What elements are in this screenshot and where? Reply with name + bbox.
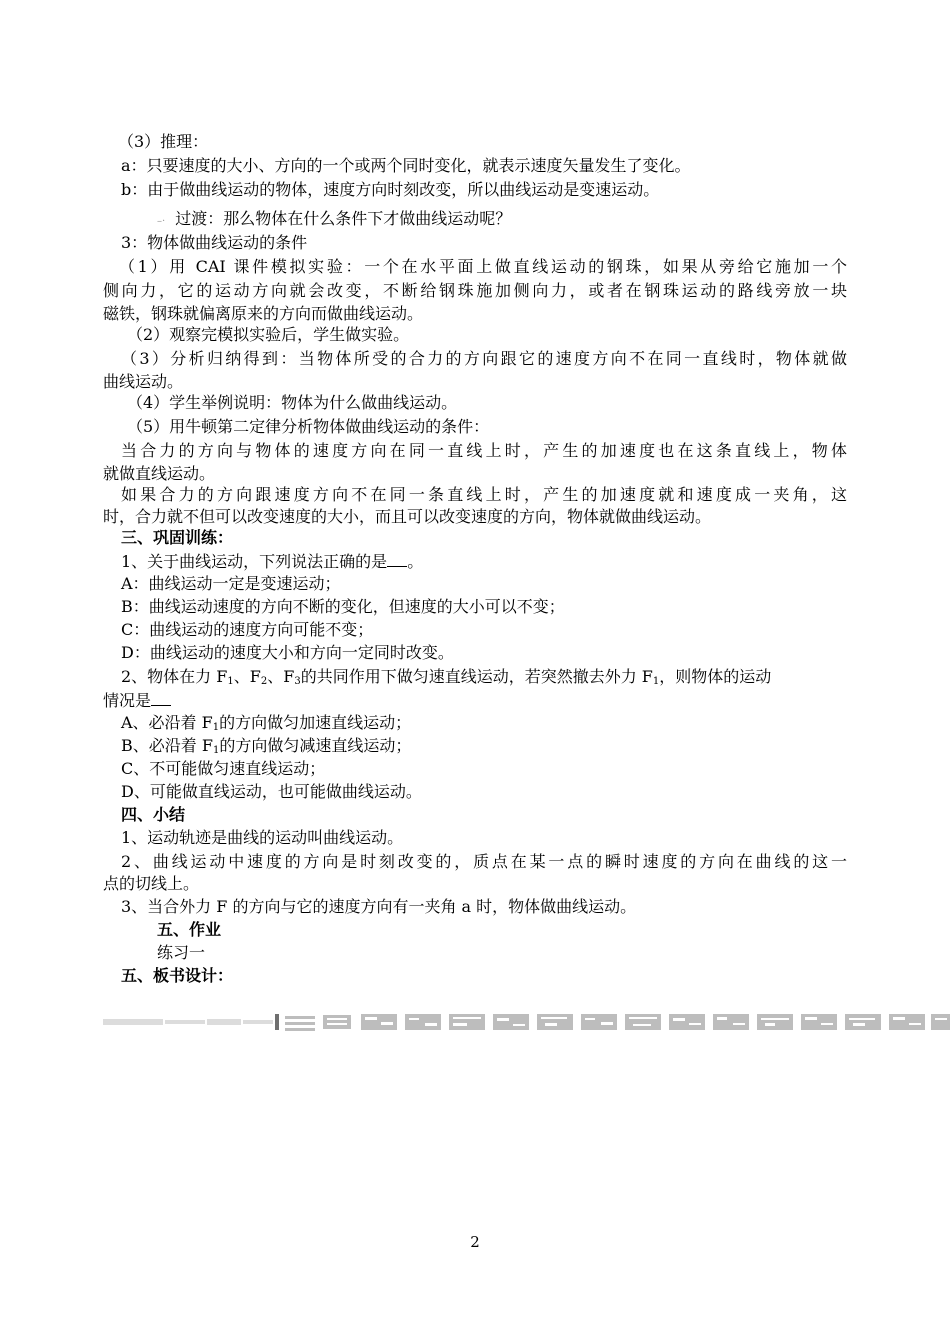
option-c: C、不可能做匀速直线运动；	[121, 759, 326, 778]
section-heading: 五、作业	[157, 920, 222, 939]
transition-text: 过渡：那么物体在什么条件下才做曲线运动呢？	[175, 209, 512, 228]
subscript: 1	[227, 676, 234, 687]
option-a	[121, 712, 411, 734]
option-d: D、可能做直线运动，也可能做曲线运动。	[121, 782, 422, 801]
q2-text: 情况是	[103, 691, 152, 710]
question-2	[121, 666, 771, 688]
text-line: a：只要速度的大小、方向的一个或两个同时变化，就表示速度矢量发生了变化。	[121, 156, 691, 175]
question-2-cont	[103, 689, 171, 712]
subscript: 1	[652, 676, 660, 687]
section-heading: 三、巩固训练：	[121, 528, 234, 547]
section-heading: 四、小结	[121, 805, 186, 824]
option-b	[121, 735, 411, 757]
option-text: A、必沿着 F	[121, 713, 213, 732]
field-mark-icon: –·	[157, 216, 166, 227]
option-c: C：曲线运动的速度方向可能不变；	[121, 620, 374, 639]
text-line	[157, 208, 511, 233]
subscript: 2	[260, 676, 268, 687]
question-end: 。	[407, 552, 424, 571]
text-line: 磁铁，钢珠就偏离原来的方向而做曲线运动。	[103, 304, 424, 323]
text-line: 如果合力的方向跟速度方向不在同一条直线上时，产生的加速度就和速度成一夹角，这	[121, 485, 847, 504]
subscript: 1	[212, 722, 220, 733]
subscript: 1	[212, 745, 220, 756]
option-d: D：曲线运动的速度大小和方向一定同时改变。	[121, 643, 454, 662]
answer-blank	[387, 550, 407, 567]
text-line: 就做直线运动。	[103, 464, 216, 483]
q2-part: 的共同作用下做匀速直线运动，若突然撤去外力 F	[300, 667, 653, 686]
summary-item-cont: 点的切线上。	[103, 874, 200, 893]
option-text: 的方向做匀加速直线运动；	[219, 713, 412, 732]
question-text: 1、关于曲线运动，下列说法正确的是	[121, 552, 388, 571]
text-line: （3）推理：	[118, 132, 209, 151]
text-line: 侧向力，它的运动方向就会改变，不断给钢珠施加侧向力，或者在钢珠运动的路线旁放一块	[103, 281, 847, 300]
text-line: 当合力的方向与物体的速度方向在同一直线上时，产生的加速度也在这条直线上，物体	[121, 441, 847, 460]
garbled-board-design-graphic	[103, 1011, 950, 1033]
text-line: 时，合力就不但可以改变速度的大小，而且可以改变速度的方向，物体就做曲线运动。	[103, 507, 712, 526]
section-heading: 五、板书设计：	[121, 966, 234, 985]
summary-item: 1、运动轨迹是曲线的运动叫曲线运动。	[121, 828, 404, 847]
text-line: （5）用牛顿第二定律分析物体做曲线运动的条件：	[127, 417, 490, 436]
q2-part: 、F	[267, 667, 295, 686]
q2-part: ，则物体的运动	[659, 667, 772, 686]
option-text: B、必沿着 F	[121, 736, 213, 755]
option-b: B：曲线运动速度的方向不断的变化，但速度的大小可以不变；	[121, 597, 565, 616]
subscript: 3	[294, 676, 301, 687]
text-line: （1）用 CAI 课件模拟实验：一个在水平面上做直线运动的钢珠，如果从旁给它施加一个	[119, 257, 847, 276]
question-1	[121, 550, 423, 573]
option-a: A：曲线运动一定是变速运动；	[121, 574, 341, 593]
text-line: 3：物体做曲线运动的条件	[121, 233, 308, 252]
page-number: 2	[470, 1233, 480, 1251]
summary-item: 2、曲线运动中速度的方向是时刻改变的，质点在某一点的瞬时速度的方向在曲线的这一	[121, 852, 847, 871]
option-text: 的方向做匀减速直线运动；	[219, 736, 412, 755]
q2-part: 2、物体在力 F	[121, 667, 228, 686]
homework-text: 练习一	[157, 943, 206, 962]
text-line: （4）学生举例说明：物体为什么做曲线运动。	[127, 393, 458, 412]
text-line: （2）观察完模拟实验后，学生做实验。	[127, 325, 410, 344]
summary-item: 3、当合外力 F 的方向与它的速度方向有一夹角 a 时，物体做曲线运动。	[121, 897, 637, 916]
answer-blank	[151, 689, 171, 706]
q2-part: 、F	[233, 667, 261, 686]
text-line: 曲线运动。	[103, 372, 184, 391]
text-line: b：由于做曲线运动的物体，速度方向时刻改变，所以曲线运动是变速运动。	[121, 180, 660, 199]
text-line: （3）分析归纳得到：当物体所受的合力的方向跟它的速度方向不在同一直线时，物体就做	[121, 349, 847, 368]
